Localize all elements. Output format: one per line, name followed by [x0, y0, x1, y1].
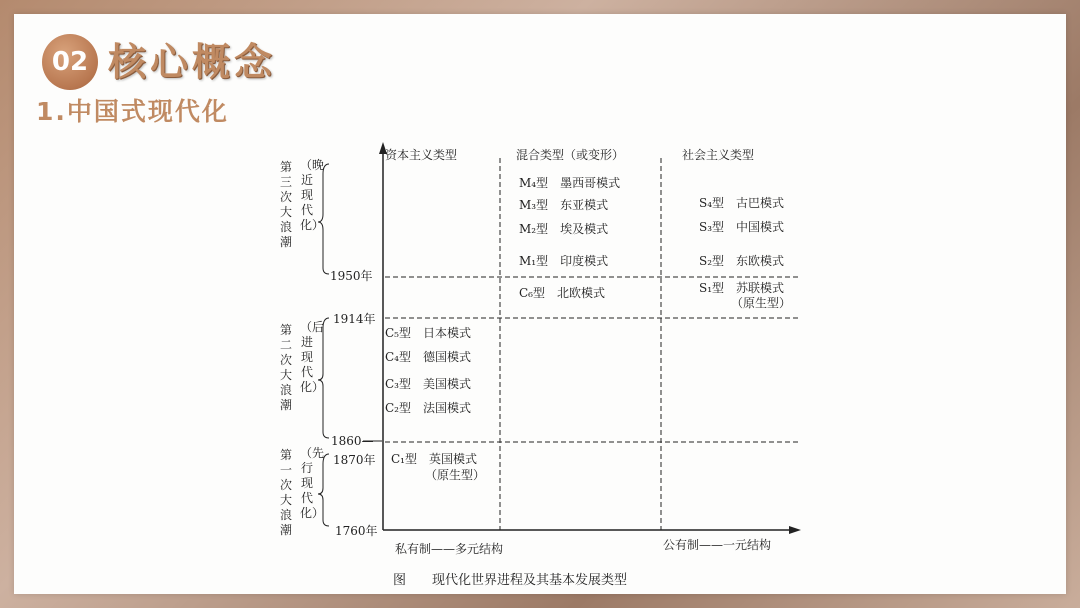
year-1914: 1914年: [333, 312, 376, 326]
header-mixed: 混合类型（或变形）: [516, 148, 625, 162]
wave3-label: 第三次大浪潮: [279, 160, 292, 249]
year-1950: 1950年: [330, 269, 373, 283]
type-c1-note: （原生型）: [425, 468, 486, 482]
modernization-figure: [255, 128, 815, 590]
header-capitalist: 资本主义类型: [385, 148, 458, 162]
year-1860: 1860—: [331, 434, 374, 448]
type-s2: S₂型 东欧模式: [699, 254, 785, 268]
brace-wave2: [318, 318, 329, 438]
figure-caption: 图 现代化世界进程及其基本发展类型: [393, 573, 628, 588]
type-m4: M₄型 墨西哥模式: [519, 176, 621, 190]
x-label-private: 私有制——多元结构: [395, 542, 504, 556]
type-c1: C₁型 英国模式: [391, 452, 477, 466]
section-number-badge: 02: [42, 34, 98, 90]
wave1-sublabel: （先行现代化）: [300, 446, 325, 520]
type-m1: M₁型 印度模式: [519, 254, 609, 268]
x-label-public: 公有制——一元结构: [663, 538, 772, 552]
type-m3: M₃型 东亚模式: [519, 198, 609, 212]
type-s3: S₃型 中国模式: [699, 220, 785, 234]
type-c3: C₃型 美国模式: [385, 377, 471, 391]
section-subtitle: 1.中国式现代化: [36, 97, 229, 126]
wave2-label: 第二次大浪潮: [279, 323, 292, 412]
type-c2: C₂型 法国模式: [385, 401, 471, 415]
type-c5: C₅型 日本模式: [385, 326, 471, 340]
wave3-sublabel: （晚近现代化）: [300, 158, 325, 232]
type-c4: C₄型 德国模式: [385, 350, 471, 364]
type-s4: S₄型 古巴模式: [699, 196, 785, 210]
type-s1: S₁型 苏联模式: [699, 281, 785, 295]
wave2-sublabel: （后进现代化）: [300, 320, 325, 394]
x-axis-arrow: [789, 526, 801, 534]
year-1760: 1760年: [335, 524, 378, 538]
section-title: 核心概念: [108, 39, 277, 84]
header-socialist: 社会主义类型: [682, 148, 755, 162]
type-m2: M₂型 埃及模式: [519, 222, 609, 236]
type-s1-note: （原生型）: [731, 296, 792, 310]
type-c6: C₆型 北欧模式: [519, 286, 605, 300]
wave1-label: 第一次大浪潮: [279, 448, 292, 537]
year-1870: 1870年: [333, 453, 376, 467]
